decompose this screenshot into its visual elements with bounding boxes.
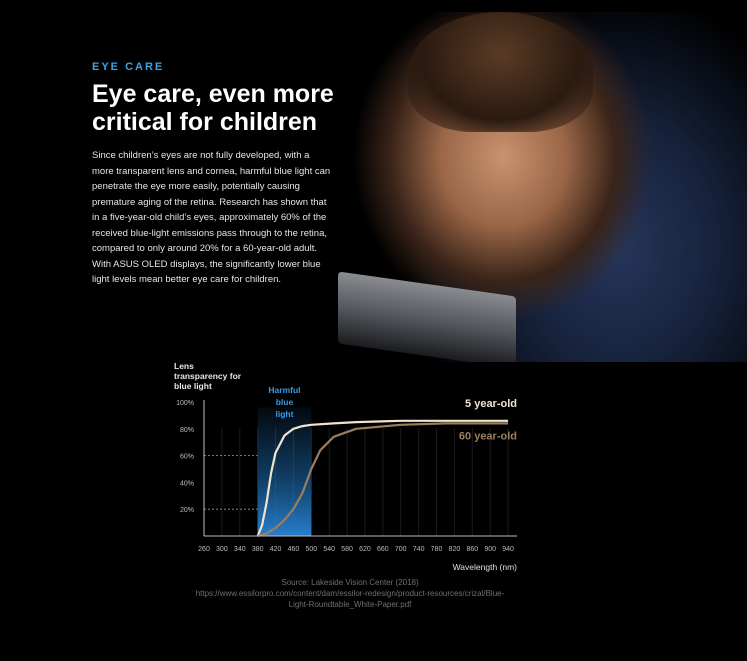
hero-photo (338, 12, 747, 362)
chart-x-tick-label: 740 (412, 546, 425, 553)
chart-source (190, 577, 510, 610)
section-headline: Eye care, even more critical for children (92, 80, 334, 136)
chart-x-tick-label: 900 (484, 546, 497, 553)
photo-hair-shape (408, 12, 593, 132)
section-body-text: Since children’s eyes are not fully developed, with a more transparent lens and cornea, harmful blue light can penetrate the eye more easily, potentially causing premature aging of the retina. Research has shown that in a five-year-old child’s eyes, approximately 60% of the received blue-light emissions pass through to the retina, compared to only around 20% for a 60-year-old adult. With ASUS OLED displays, the significantly lower blue light levels mean better eye care for children. (92, 150, 331, 285)
chart-y-tick-label: 80% (179, 426, 194, 434)
chart-band-label: Harmful blue light (268, 385, 301, 419)
chart-x-tick-label: 820 (448, 546, 461, 553)
chart-x-tick-label: 260 (198, 546, 210, 553)
chart-x-tick-label: 620 (359, 546, 371, 553)
chart-x-tick-label: 340 (233, 546, 246, 553)
chart-x-tick-label: 540 (323, 546, 336, 553)
chart-y-tick-label: 60% (179, 453, 194, 461)
chart-x-tick-label: 500 (305, 546, 318, 553)
chart-x-tick-label: 660 (377, 546, 389, 553)
chart-x-axis-label: Wavelength (nm) (452, 562, 517, 572)
chart-y-tick-label: 20% (179, 507, 194, 515)
source-url[interactable]: https://www.essilorpro.com/content/dam/essilor-redesign/product-resources/crizal/Blue-Light-Roundtable_White-Paper.pdf (195, 589, 505, 609)
chart-y-tick-label: 40% (179, 480, 194, 488)
section-eyebrow: EYE CARE (92, 61, 165, 73)
chart-svg (160, 358, 550, 578)
chart-y-tick-label: 100% (176, 400, 194, 407)
chart-x-tick-label: 420 (269, 546, 282, 553)
chart-x-tick-label: 860 (466, 546, 479, 553)
chart-series-label: 60 year-old (458, 430, 517, 443)
blue-light-chart (160, 358, 550, 583)
photo-laptop-shape (338, 271, 516, 362)
chart-y-axis-label: Lens transparency for blue light (174, 361, 242, 391)
chart-x-tick-label: 380 (251, 546, 264, 553)
chart-x-tick-label: 580 (341, 546, 353, 553)
chart-series-label: 5 year-old (465, 397, 517, 410)
chart-x-tick-label: 780 (430, 546, 443, 553)
chart-x-tick-label: 300 (216, 546, 228, 553)
chart-x-tick-label: 940 (502, 546, 514, 553)
source-title: Source: Lakeside Vision Center (2018) (281, 578, 419, 587)
chart-x-tick-label: 700 (394, 546, 407, 553)
chart-x-tick-label: 460 (287, 546, 300, 553)
